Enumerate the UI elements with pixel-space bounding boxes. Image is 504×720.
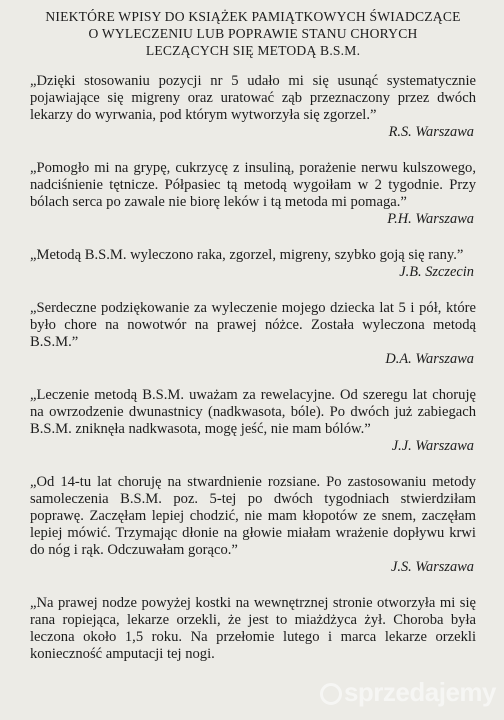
testimonial-signature: R.S. Warszawa (388, 124, 474, 140)
heading-line: O WYLECZENIU LUB POPRAWIE STANU CHORYCH (88, 26, 418, 41)
testimonial-text: „Od 14-tu lat choruję na stwardnienie rozsiane. Po zastosowaniu metody samoleczenia B.S.M. poz. 5-tej po dwóch tygodniach stwierdziłam poprawę. Zaczęłam lepiej chodzić, nie mam kłopotów ze snem, zaczęłam lepiej mówić. Trzymając dłonie na głowie miałam wrażenie dopływu krwi do nóg i rąk. Odczuwałam gorąco.” (30, 474, 476, 558)
testimonial-entry (30, 595, 476, 663)
document-heading (30, 8, 476, 59)
testimonial-text: „Leczenie metodą B.S.M. uważam za rewelacyjne. Od szeregu lat choruję na owrzodzenie dwunastnicy (nadkwasota, bóle). Po dwóch już zabiegach B.S.M. zniknęła nadkwasota, mogę jeść, nie mam bólów.” (30, 387, 476, 437)
testimonial-entry (30, 160, 476, 228)
testimonial-entry (30, 73, 476, 141)
testimonial-entry (30, 300, 476, 368)
sprzedajemy-logo-icon (320, 683, 342, 705)
testimonial-signature: J.S. Warszawa (390, 559, 474, 575)
testimonial-signature: J.J. Warszawa (391, 438, 474, 454)
testimonial-text: „Dzięki stosowaniu pozycji nr 5 udało mi się usunąć systematycznie pojawiające się migreny oraz uratować ząb przeznaczony przez dwóch lekarzy do wyrwania, pod którym wytworzyła się zgorzel.” (30, 73, 476, 123)
heading-line: LECZĄCYCH SIĘ METODĄ B.S.M. (145, 43, 361, 58)
testimonial-entry (30, 247, 476, 281)
testimonial-signature: P.H. Warszawa (387, 211, 474, 227)
testimonial-entry (30, 474, 476, 576)
testimonial-text: „Metodą B.S.M. wyleczono raka, zgorzel, migreny, szybko goją się rany.” (30, 247, 464, 263)
testimonial-text: „Na prawej nodze powyżej kostki na wewnętrznej stronie otworzyła mi się rana ropiejąca, lekarze orzekli, że jest to miażdżyca żył. Choroba była leczona około 1,5 roku. Na przełomie lutego i marca lekarze orzekli konieczność amputacji tej nogi. (30, 595, 476, 662)
testimonial-text: „Serdeczne podziękowanie za wyleczenie mojego dziecka lat 5 i pół, które było chore na nowotwór na prawej nóżce. Została wyleczona metodą B.S.M.” (30, 300, 476, 350)
testimonial-signature: J.B. Szczecin (399, 264, 474, 280)
heading-line: NIEKTÓRE WPISY DO KSIĄŻEK PAMIĄTKOWYCH ŚWIADCZĄCE (45, 9, 461, 24)
watermark-logo (320, 677, 496, 708)
testimonial-entry (30, 387, 476, 455)
watermark-text: sprzedajemy (343, 677, 496, 707)
testimonial-signature: D.A. Warszawa (385, 351, 474, 367)
testimonial-text: „Pomogło mi na grypę, cukrzycę z insuliną, porażenie nerwu kulszowego, nadciśnienie tętnicze. Półpasiec tą metodą wygoiłam w 2 tygodnie. Przy bólach serca po zawale nie biorę leków i tą metoda mi pomaga.” (30, 160, 476, 210)
